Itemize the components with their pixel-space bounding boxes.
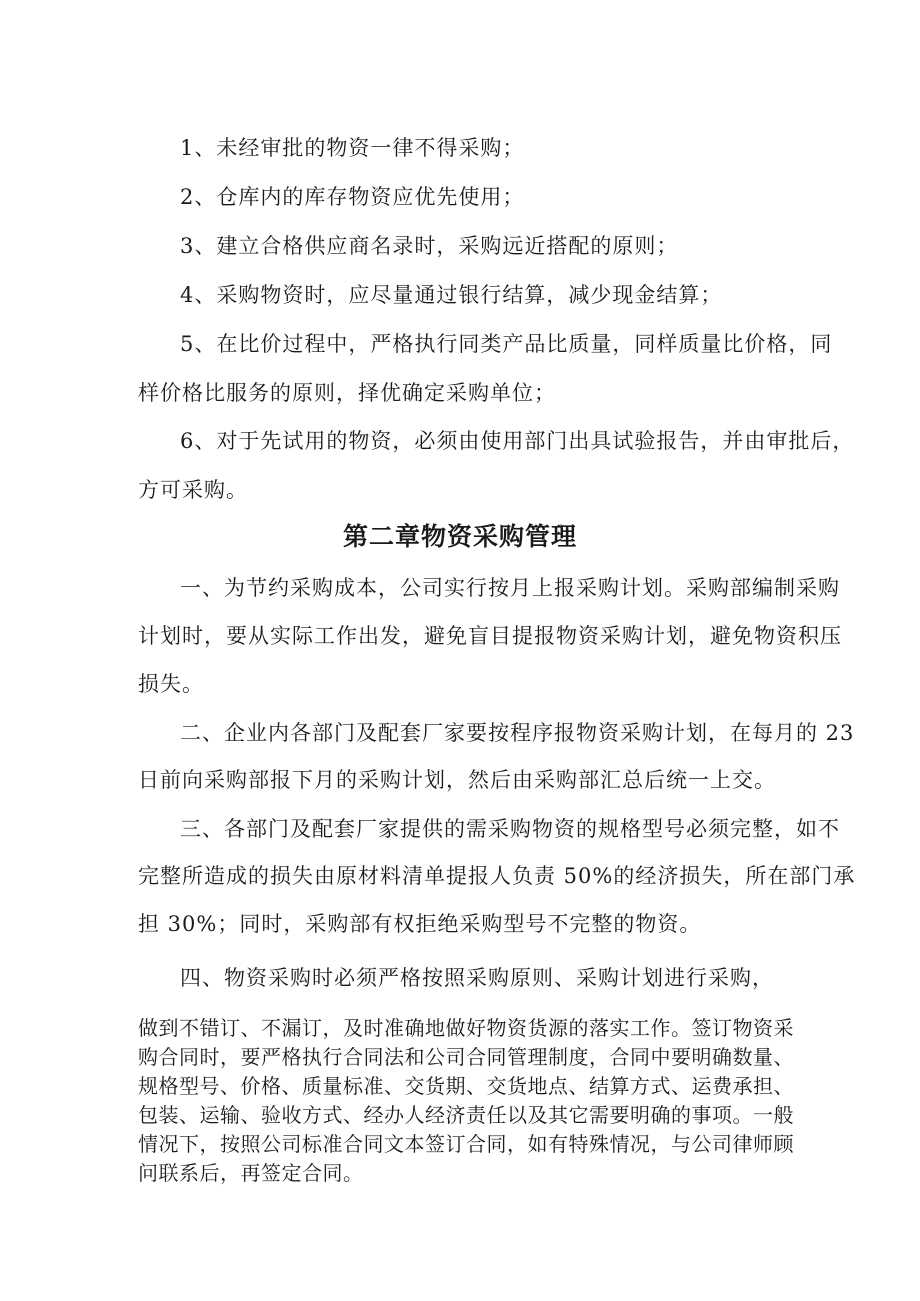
section-4-line: 做到不错订、不漏订，及时准确地做好物资货源的落实工作。签订物资采: [138, 1016, 794, 1040]
rule-line-3: 3、建立合格供应商名录时，采购远近搭配的原则；: [180, 234, 679, 258]
rule-line-6: 6、对于先试用的物资，必须由使用部门出具试验报告，并由审批后，: [180, 429, 855, 453]
rule-line-1: 1、未经审批的物资一律不得采购；: [180, 136, 525, 160]
section-3-line: 担 30%；同时，采购部有权拒绝采购型号不完整的物资。: [138, 912, 702, 936]
rule-line-6-cont: 方可采购。: [138, 478, 248, 502]
section-4-line: 四、物资采购时必须严格按照采购原则、采购计划进行采购，: [180, 966, 774, 990]
section-1-line: 一、为节约采购成本，公司实行按月上报采购计划。采购部编制采购: [180, 576, 840, 600]
section-4-line: 包装、运输、验收方式、经办人经济责任以及其它需要明确的事项。一般: [138, 1103, 794, 1127]
chapter-title: 第二章物资采购管理: [342, 522, 577, 551]
section-3-line: 三、各部门及配套厂家提供的需采购物资的规格型号必须完整，如不: [180, 817, 840, 841]
rule-line-5-cont: 样价格比服务的原则，择优确定采购单位；: [138, 381, 556, 405]
section-4-line: 购合同时，要严格执行合同法和公司合同管理制度，合同中要明确数量、: [138, 1045, 794, 1069]
section-4-line: 规格型号、价格、质量标准、交货期、交货地点、结算方式、运费承担、: [138, 1074, 794, 1098]
section-1-line: 计划时，要从实际工作出发，避免盲目提报物资采购计划，避免物资积压: [138, 624, 842, 648]
section-4-line: 问联系后，再签定合同。: [138, 1161, 364, 1185]
section-4-line: 情况下，按照公司标准合同文本签订合同，如有特殊情况，与公司律师顾: [138, 1132, 794, 1156]
section-2-line: 二、企业内各部门及配套厂家要按程序报物资采购计划，在每月的 23: [180, 721, 855, 745]
rule-line-4: 4、采购物资时，应尽量通过银行结算，减少现金结算；: [180, 283, 723, 307]
section-1-line: 损失。: [138, 672, 204, 696]
section-3-line: 完整所造成的损失由原材料清单提报人负责 50%的经济损失，所在部门承: [138, 864, 856, 888]
rule-line-2: 2、仓库内的库存物资应优先使用；: [180, 185, 525, 209]
rule-line-5: 5、在比价过程中，严格执行同类产品比质量，同样质量比价格，同: [180, 332, 833, 356]
section-2-line: 日前向采购部报下月的采购计划，然后由采购部汇总后统一上交。: [138, 768, 776, 792]
